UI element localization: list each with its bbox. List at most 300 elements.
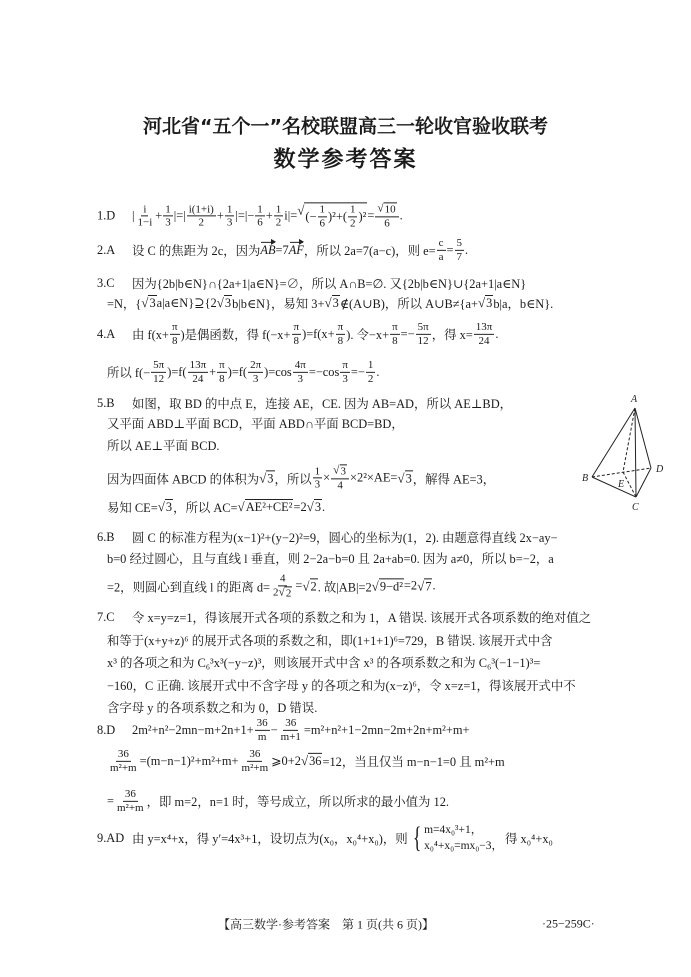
answer-line	[107, 748, 505, 774]
text-run: 5	[456, 236, 463, 249]
text-run: .	[465, 242, 469, 257]
denominator	[318, 217, 328, 230]
text-run: m²+m	[110, 761, 137, 774]
text-run: 3	[224, 296, 232, 310]
footer-code: ·25−259C·	[542, 916, 595, 931]
answer-line	[107, 294, 553, 312]
text-run: m+1	[280, 730, 301, 743]
fraction	[271, 572, 294, 599]
answer-line	[97, 528, 558, 546]
text-run: )²	[358, 209, 367, 223]
answer-line	[97, 274, 526, 292]
text-run: .	[495, 326, 499, 341]
numerator	[437, 237, 446, 251]
text-run: )=f(x+	[302, 326, 335, 341]
text-run: =	[446, 242, 454, 257]
radicand	[314, 499, 322, 515]
fraction	[331, 464, 349, 491]
left-brace-icon: {	[412, 821, 422, 854]
text-run: 5π	[417, 320, 429, 333]
numerator	[416, 321, 431, 335]
text-run: 24	[478, 334, 490, 347]
text-run: −	[270, 722, 278, 737]
text-run: 又平面 ABD⊥平面 BCD，平面 ABD∩平面 BCD=BD，	[107, 417, 404, 431]
answer-line	[107, 698, 317, 716]
answer-line	[107, 359, 379, 385]
text-run: 12	[153, 372, 165, 385]
text-run: 3	[149, 296, 156, 310]
sqrt-sign-icon: √	[297, 202, 305, 218]
radicand	[224, 295, 232, 311]
text-run: ，所以	[274, 472, 312, 486]
text-run: a	[438, 250, 444, 263]
text-run: =	[107, 793, 114, 808]
denominator	[256, 731, 269, 744]
radicand	[310, 578, 318, 594]
text-run: b|a，b∈N}.	[493, 297, 554, 311]
answer-line	[97, 394, 512, 412]
text-run: )=cos	[264, 364, 292, 379]
square-root	[279, 586, 293, 600]
sqrt-sign-icon: √	[333, 464, 340, 477]
answer-label: 5.B	[97, 395, 115, 410]
text-run: 8	[392, 334, 398, 347]
answer-label: 3.C	[97, 275, 115, 290]
vertex-label-a: A	[631, 394, 638, 405]
text-run: 36	[309, 754, 322, 768]
text-run: π	[293, 320, 300, 333]
text-run: 1	[367, 358, 374, 371]
text-run: |	[132, 208, 135, 223]
numerator	[331, 464, 349, 479]
denominator	[437, 251, 446, 264]
denominator	[240, 762, 271, 775]
numerator	[123, 788, 138, 802]
radicand	[340, 464, 348, 478]
text-run: π	[337, 320, 344, 333]
text-run: 8	[171, 334, 178, 347]
text-run: 3	[405, 471, 412, 485]
answer-line	[97, 202, 403, 229]
text-run: 2	[349, 217, 356, 229]
denominator	[151, 373, 166, 386]
text-run: i(1+i)	[188, 202, 214, 215]
sqrt-sign-icon: √	[216, 295, 224, 310]
text-run: =2，则圆心到直线 l 的距离 d=	[107, 580, 271, 594]
radicand	[308, 753, 322, 769]
radicand	[285, 586, 293, 600]
radicand	[266, 470, 274, 486]
text-run: AE²+CE²	[245, 500, 293, 514]
text-run: 和等于(x+y+z)⁶ 的展开式各项的系数之和，即(1+1+1)⁶=729，B 错误. 该展开式中含	[107, 634, 553, 648]
text-run: 4	[337, 479, 343, 491]
denominator	[197, 217, 207, 230]
numerator	[348, 203, 358, 217]
text-run: =N，{	[107, 297, 142, 311]
radicand	[165, 499, 173, 515]
text-run: 1	[275, 202, 282, 215]
square-root	[297, 202, 367, 229]
text-run: .	[399, 208, 403, 223]
denominator	[217, 373, 227, 386]
text-run: =m²+n²+1−2mn−2m+2n+m²+m+	[303, 722, 470, 737]
text-run: 设 C 的焦距为 2c，因为	[132, 244, 261, 258]
numerator	[274, 203, 284, 217]
fraction	[336, 321, 346, 347]
text-run: m²+m	[241, 761, 269, 774]
sqrt-sign-icon: √	[237, 499, 245, 514]
text-run: ，解得 AE=3，	[412, 472, 496, 486]
text-run: 4π	[294, 358, 306, 371]
denominator	[455, 251, 465, 264]
numerator	[187, 203, 216, 217]
radicand	[245, 499, 294, 515]
numerator	[340, 359, 350, 373]
text-run: 圆 C 的标准方程为(x−1)²+(y−2)²=9，圆心的坐标为(1，2). 由题意得直线 2x−ay−	[132, 531, 558, 545]
text-run: 1	[314, 464, 321, 477]
radicand	[485, 295, 493, 311]
fraction	[217, 359, 227, 385]
denominator	[336, 335, 346, 348]
text-run: 36	[256, 716, 268, 729]
text-run: 由 y=x⁴+x，得 y′=4x³+1，设切点为(x₀，x₀⁴+x₀)，则	[132, 832, 408, 846]
fraction	[366, 359, 376, 385]
answer-label: 2.A	[97, 242, 116, 257]
system-row: x₀⁴+x₀=mx₀−3，	[424, 840, 504, 852]
fraction	[455, 237, 465, 263]
square-root	[217, 295, 232, 311]
sqrt-sign-icon: √	[371, 578, 379, 593]
answer-line	[107, 414, 404, 432]
square-root	[301, 753, 323, 769]
text-run: =−	[350, 364, 365, 379]
numerator	[313, 465, 323, 479]
square-root	[372, 578, 404, 594]
text-run: 所以 AE⊥平面 BCD.	[107, 439, 220, 453]
answer-label: 8.D	[97, 722, 116, 737]
denominator	[251, 373, 261, 386]
text-run: =(m−n−1)²+m²+m+	[139, 753, 239, 768]
numerator	[255, 203, 265, 217]
fraction	[255, 717, 270, 743]
text-run: 3	[314, 500, 322, 514]
square-root	[158, 499, 173, 515]
text-run: +	[265, 208, 273, 223]
answer-line	[97, 717, 470, 743]
fraction	[187, 203, 216, 229]
numerator	[318, 203, 328, 217]
denominator	[390, 335, 400, 348]
radicand	[379, 578, 404, 594]
denominator	[163, 217, 173, 230]
text-run: 3	[226, 216, 233, 229]
numerator	[116, 748, 131, 762]
sqrt-sign-icon: √	[300, 753, 309, 768]
text-run: 2	[310, 579, 317, 593]
square-root	[478, 295, 493, 311]
sqrt-sign-icon: √	[302, 578, 310, 593]
numerator	[225, 203, 235, 217]
answer-line	[107, 572, 436, 599]
text-run: 令 x=y=z=1，得该展开式各项的系数之和为 1，A 错误. 该展开式各项系数的绝对值之	[132, 611, 592, 625]
text-run: 因为四面体 ABCD 的体积为	[107, 472, 260, 486]
fraction	[151, 359, 166, 385]
numerator	[255, 717, 270, 731]
radicand	[148, 295, 156, 311]
square-root	[307, 499, 322, 515]
text-run: π	[171, 320, 178, 333]
text-run: 2	[198, 216, 205, 229]
text-run: 36	[285, 716, 297, 729]
denominator	[255, 217, 265, 230]
text-run: =	[295, 578, 303, 593]
fraction	[416, 321, 431, 347]
answer-line	[107, 436, 220, 454]
text-run: ⩾0+2	[271, 754, 301, 768]
fraction	[188, 359, 209, 385]
text-run: 如图，取 BD 的中点 E，连接 AE，CE. 因为 AB=AD，所以 AE⊥BD，	[132, 397, 513, 411]
text-run: 24	[192, 372, 204, 385]
text-run: 7	[456, 250, 463, 263]
square-root	[417, 578, 432, 594]
denominator	[170, 335, 180, 348]
text-run: 3	[332, 296, 339, 310]
text-run: 8	[293, 334, 300, 347]
text-run: 36	[124, 787, 136, 800]
fraction	[279, 717, 303, 743]
fraction	[225, 203, 235, 229]
text-run: 36	[249, 747, 261, 760]
fraction	[115, 788, 146, 814]
denominator	[135, 217, 154, 230]
radicand	[332, 295, 340, 311]
text-run: 5π	[153, 358, 165, 371]
text-run: )是偶函数，得 f(−x+	[180, 328, 291, 342]
fraction	[375, 202, 398, 229]
text-run: 1	[165, 202, 171, 215]
text-run: 13π	[189, 358, 207, 371]
numerator	[390, 321, 400, 335]
text-run: 所以 f(−	[107, 366, 151, 380]
sqrt-sign-icon: √	[141, 295, 149, 310]
square-root	[324, 295, 339, 311]
numerator	[217, 359, 227, 373]
answer-line	[97, 822, 553, 854]
text-run: 3	[297, 372, 304, 385]
text-run: ，即 m=2，n=1 时，等号成立，所以所求的最小值为 12.	[146, 795, 450, 809]
fraction	[248, 359, 263, 385]
text-run: .	[322, 499, 326, 514]
square-root	[238, 499, 294, 515]
text-run: i	[143, 202, 147, 215]
text-run: 2π	[250, 358, 262, 371]
answer-line	[97, 237, 468, 263]
answer-line	[107, 498, 325, 516]
text-run: 3	[165, 216, 171, 229]
text-run: =2	[293, 499, 307, 514]
answer-line	[107, 788, 449, 814]
text-run: =−	[400, 326, 415, 341]
square-root	[333, 464, 347, 478]
radicand	[304, 202, 367, 229]
denominator	[382, 217, 392, 230]
sqrt-sign-icon: √	[157, 499, 165, 514]
square-root	[377, 202, 396, 216]
vertex-label-d: D	[656, 464, 664, 475]
text-run: 12	[417, 334, 429, 347]
vector: AB	[260, 242, 276, 257]
square-root	[302, 578, 317, 594]
denominator	[348, 217, 358, 230]
sqrt-sign-icon: √	[397, 470, 405, 485]
vector: AF	[288, 242, 304, 257]
answer-label: 7.C	[97, 609, 115, 624]
text-run: |=|−	[235, 208, 255, 223]
document-subtitle: 数学参考答案	[273, 147, 418, 173]
sqrt-sign-icon: √	[324, 295, 332, 310]
text-run: −160，C 正确. 该展开式中不含字母 y 的各项之和为(x−z)⁶，令 x=z=1，得该展开式中不	[107, 679, 576, 693]
sqrt-sign-icon: √	[417, 578, 425, 593]
answer-line	[97, 608, 591, 626]
text-run: ，所以 AC=	[173, 501, 238, 515]
denominator	[108, 762, 139, 775]
denominator	[271, 586, 294, 600]
text-run: 含字母 y 的各项系数之和为 0，D 错误.	[107, 701, 318, 715]
system-rows	[424, 822, 503, 854]
radicand	[424, 578, 432, 594]
numerator	[283, 717, 298, 731]
numerator	[151, 359, 166, 373]
answer-line	[107, 464, 495, 491]
numerator	[247, 748, 262, 762]
answer-label: 9.AD	[97, 830, 125, 845]
numerator	[292, 321, 302, 335]
text-run: 7	[425, 579, 432, 593]
text-run: .	[376, 364, 380, 379]
sqrt-sign-icon: √	[259, 470, 267, 485]
text-run: 8	[337, 334, 344, 347]
system-row: m=4x₀³+1，	[424, 823, 483, 836]
denominator	[292, 335, 302, 348]
fraction	[170, 321, 180, 347]
text-run: |=|	[173, 208, 186, 223]
text-run: 得 x₀⁴+x₀	[505, 832, 553, 846]
numerator	[336, 321, 346, 335]
denominator	[366, 373, 376, 386]
text-run: )=f(	[227, 364, 248, 379]
answer-label: 4.A	[97, 326, 116, 341]
text-run: .	[432, 578, 436, 593]
text-run: π	[392, 320, 398, 333]
text-run: 36	[117, 747, 129, 760]
text-run: ∉(A∪B)，所以 A∪B≠{a+	[339, 297, 478, 311]
text-run: c	[438, 236, 444, 249]
text-run: =12，当且仅当 m−n−1=0 且 m²+m	[322, 755, 505, 769]
text-run: 1	[226, 202, 233, 215]
fraction	[318, 203, 328, 229]
fraction	[348, 203, 358, 229]
denominator	[340, 373, 350, 386]
text-run: (−	[305, 209, 317, 223]
fraction	[135, 203, 154, 229]
denominator	[477, 335, 492, 348]
numerator	[248, 359, 263, 373]
sqrt-sign-icon: √	[477, 295, 486, 310]
text-run: =2	[403, 578, 418, 593]
text-run: 8	[219, 372, 225, 385]
denominator	[115, 802, 146, 815]
text-run: 10	[384, 203, 396, 216]
text-run: 3	[165, 500, 173, 514]
text-run: =−cos	[308, 364, 340, 379]
text-run: 2	[273, 586, 279, 598]
answer-label: 6.B	[97, 529, 115, 544]
text-run: m	[257, 730, 267, 743]
fraction	[340, 359, 350, 385]
text-run: a|a∈N}⊇{2	[156, 296, 217, 310]
text-run: 3	[267, 471, 274, 485]
numerator	[293, 359, 308, 373]
text-run: i|=	[284, 208, 298, 223]
text-run: +	[209, 364, 217, 379]
text-run: π	[342, 358, 348, 371]
text-run: x³ 的各项之和为 C₆³x³(−y−z)³，则该展开式中含 x³ 的各项系数之和为 C₆³(−1−1)³=	[107, 656, 541, 670]
square-root	[141, 295, 156, 311]
fraction	[313, 465, 323, 491]
text-run: m²+m	[117, 801, 144, 814]
text-run: 2	[275, 216, 282, 229]
answer-line	[97, 321, 498, 347]
fraction	[108, 748, 139, 774]
denominator	[279, 731, 303, 744]
text-run: 3	[486, 296, 493, 310]
text-run: ，所以 2a=7(a−c)，则 e=	[303, 244, 436, 258]
text-run: +	[216, 208, 224, 223]
sqrt-sign-icon: √	[306, 499, 314, 514]
text-run: 1	[349, 203, 356, 216]
numerator	[163, 203, 173, 217]
text-run: 13π	[475, 320, 493, 333]
text-run: π	[219, 358, 225, 371]
text-run: 3	[314, 478, 321, 491]
text-run: +	[155, 208, 163, 223]
fraction	[163, 203, 173, 229]
denominator	[190, 373, 205, 386]
fraction	[293, 359, 308, 385]
text-run: 1	[319, 203, 325, 216]
numerator	[141, 203, 148, 217]
text-run: 2	[285, 587, 292, 599]
square-root	[397, 470, 412, 486]
numerator	[170, 321, 180, 335]
text-run: 易知 CE=	[107, 501, 158, 515]
text-run: 1−i	[137, 216, 153, 229]
equation-system	[410, 822, 503, 854]
text-run: ，得 x=	[431, 328, 473, 342]
text-run: )=f(	[167, 364, 187, 379]
text-run: 1	[257, 202, 263, 215]
answer-line	[107, 676, 576, 694]
text-run: 2	[367, 372, 374, 385]
numerator	[375, 202, 398, 217]
answer-line	[107, 631, 553, 649]
text-run: =	[367, 208, 375, 223]
text-run: 3	[342, 372, 348, 385]
text-run: ). 令−x+	[346, 328, 390, 342]
denominator	[416, 335, 431, 348]
text-run: 6	[319, 217, 325, 229]
denominator	[296, 373, 306, 386]
